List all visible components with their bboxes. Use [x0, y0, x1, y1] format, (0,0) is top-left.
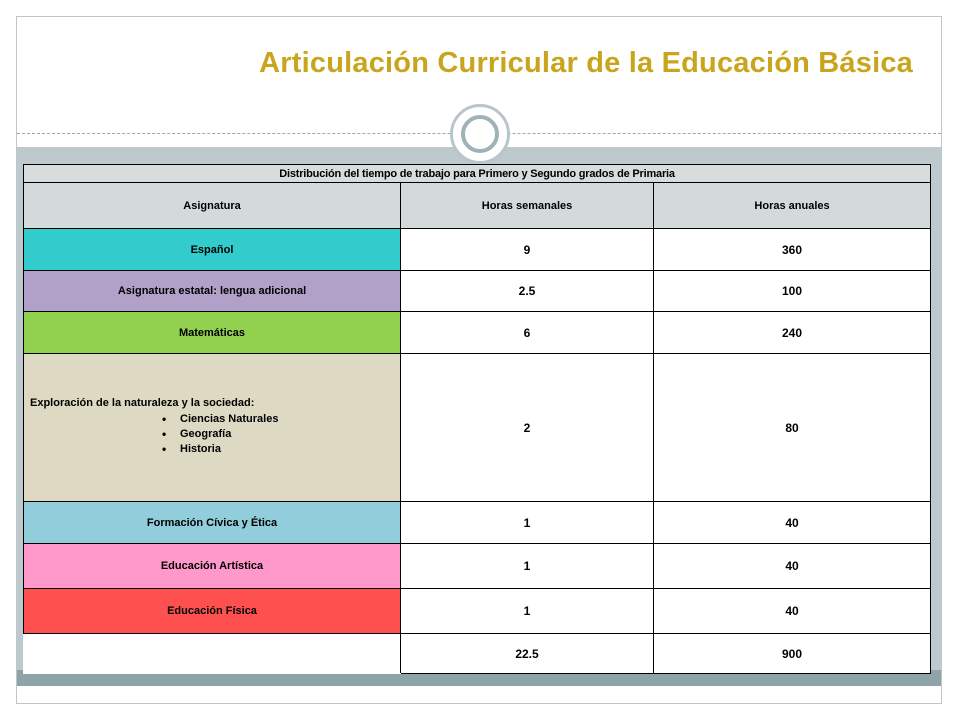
slide-title: Articulación Curricular de la Educación Básica	[259, 47, 913, 79]
decorative-inner-ring	[461, 115, 499, 153]
weekly-hours: 2.5	[401, 271, 654, 312]
weekly-hours: 1	[401, 544, 654, 589]
annual-hours: 240	[654, 312, 931, 354]
subject-civica: Formación Cívica y Ética	[24, 502, 401, 544]
annual-hours: 40	[654, 589, 931, 634]
weekly-hours: 6	[401, 312, 654, 354]
table-row	[24, 271, 931, 312]
decorative-circle-icon	[450, 104, 510, 164]
list-item: • Historia	[180, 443, 396, 455]
schedule-table	[23, 164, 931, 674]
table-total-row	[24, 634, 931, 674]
total-label-blank	[24, 634, 401, 674]
weekly-hours: 1	[401, 589, 654, 634]
annual-hours: 40	[654, 544, 931, 589]
table-row	[24, 354, 931, 502]
annual-hours: 80	[654, 354, 931, 502]
table-row	[24, 229, 931, 271]
list-item: • Geografía	[180, 428, 396, 440]
table-row	[24, 502, 931, 544]
annual-hours: 40	[654, 502, 931, 544]
weekly-hours: 2	[401, 354, 654, 502]
header-subject: Asignatura	[24, 183, 401, 229]
table-row	[24, 544, 931, 589]
table-header-row	[24, 183, 931, 229]
subject-espanol: Español	[24, 229, 401, 271]
total-annual-hours: 900	[654, 634, 931, 674]
weekly-hours: 1	[401, 502, 654, 544]
table-row	[24, 312, 931, 354]
annual-hours: 100	[654, 271, 931, 312]
subject-exploracion-list	[30, 413, 396, 455]
table-row	[24, 589, 931, 634]
subject-exploracion	[24, 354, 401, 502]
subject-artistica: Educación Artística	[24, 544, 401, 589]
list-item: • Ciencias Naturales	[180, 413, 396, 425]
weekly-hours: 9	[401, 229, 654, 271]
annual-hours: 360	[654, 229, 931, 271]
header-annual-hours: Horas anuales	[654, 183, 931, 229]
header-weekly-hours: Horas semanales	[401, 183, 654, 229]
total-weekly-hours: 22.5	[401, 634, 654, 674]
table-caption: Distribución del tiempo de trabajo para Primero y Segundo grados de Primaria	[24, 165, 931, 183]
subject-exploracion-label: Exploración de la naturaleza y la sociedad:	[30, 397, 255, 409]
subject-lengua-adicional: Asignatura estatal: lengua adicional	[24, 271, 401, 312]
table-caption-row	[24, 165, 931, 183]
subject-fisica: Educación Física	[24, 589, 401, 634]
subject-matematicas: Matemáticas	[24, 312, 401, 354]
